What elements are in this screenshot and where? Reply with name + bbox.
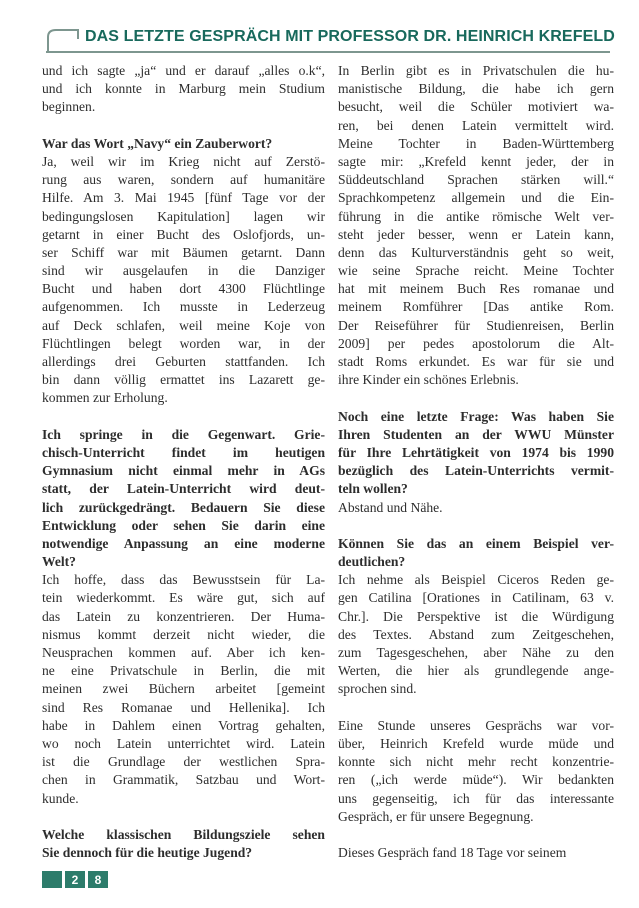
- text-line: 2009] per pedes apostolorum die Alt-: [338, 335, 614, 351]
- answer-paragraph: [42, 153, 325, 408]
- text-line: hat mit meinem Buch Res romanae und: [338, 281, 614, 297]
- text-line: wo noch Latein unterrichtet wird. Latein: [42, 735, 325, 751]
- page-number-block: [42, 871, 62, 888]
- text-line: In Berlin gibt es in Privatschulen die hu-: [338, 63, 614, 78]
- text-line: Der Reiseführer für Studienreisen, Berlin: [338, 317, 614, 333]
- text-line: Ich nehme als Beispiel Ciceros Reden ge-: [338, 572, 614, 588]
- page-title: DAS LETZTE GESPRÄCH MIT PROFESSOR DR. HEINRICH KREFELD: [85, 28, 615, 45]
- text-line: konnte sich nicht mehr recht konzentrie-: [338, 754, 614, 770]
- answer-paragraph: [338, 571, 614, 698]
- text-line: Süddeutschland Sprachen stärken will.“: [338, 172, 614, 188]
- text-line: Ich springe in die Gegenwart. Grie-: [42, 426, 325, 442]
- text-line: des Textes. Abstand zum Zeitgeschehen,: [338, 626, 614, 642]
- text-line: kunde.: [42, 790, 79, 806]
- text-line: über, Heinrich Krefeld wurde müde und: [338, 735, 614, 751]
- answer-paragraph: [42, 62, 325, 117]
- text-line: auf Deck schlafen, weil meine Koje von: [42, 317, 325, 333]
- question-paragraph: [42, 826, 325, 862]
- page-digit-2: 8: [88, 871, 108, 888]
- text-line: meinem Romführer [Das antike Rom.: [338, 299, 614, 315]
- text-line: habe in Dahlem einen Vortrag gehalten,: [42, 717, 325, 733]
- text-line: Ja, weil wir im Krieg nicht auf Zerstö-: [42, 153, 325, 169]
- column-left: [42, 62, 325, 862]
- text-line: tein wiederkommt. Es wäre gut, sich auf: [42, 590, 325, 606]
- question-paragraph: [338, 408, 614, 499]
- text-line: Eine Stunde unseres Gesprächs war vor-: [338, 717, 614, 733]
- text-line: sind wir ausgelaufen in die Danziger: [42, 263, 325, 279]
- text-line: uns gegenseitig, ich für das interessante: [338, 790, 614, 806]
- text-line: teln wollen?: [338, 481, 408, 497]
- text-line: das Latein zu konzentrieren. Der Huma-: [42, 608, 325, 624]
- text-line: chisch-Unterricht findet im heutigen: [42, 444, 325, 460]
- text-line: Ihren Studenten an der WWU Münster: [338, 426, 614, 442]
- question-paragraph: [42, 426, 325, 572]
- answer-paragraph: [42, 571, 325, 807]
- text-line: Noch eine letzte Frage: Was haben Sie: [338, 408, 614, 424]
- text-line: War das Wort „Navy“ ein Zauberwort?: [42, 135, 273, 151]
- text-line: ist die Grundlage der westlichen Spra-: [42, 754, 325, 770]
- text-line: führung in die antike römische Welt ver-: [338, 208, 614, 224]
- text-line: aufgenommen. Ich musste in Lederzeug: [42, 299, 325, 315]
- text-line: Flüchtlingen belegt worden war, in der: [42, 335, 325, 351]
- question-paragraph: [42, 135, 325, 153]
- text-line: kommen zur Erholung.: [42, 390, 168, 406]
- text-line: deutlichen?: [338, 554, 406, 570]
- text-line: Können Sie das an einem Beispiel ver-: [338, 535, 614, 551]
- text-line: notwendige Anpassung an eine moderne: [42, 535, 325, 551]
- text-line: für Ihre Lehrtätigkeit von 1974 bis 1990: [338, 444, 614, 460]
- text-line: allerdings drei Geburten stattfanden. Ich: [42, 354, 325, 369]
- article-body: [42, 62, 614, 862]
- text-line: Sprachkompetenz allgemein und die Ein-: [338, 190, 614, 206]
- text-line: Ich hoffe, dass das Bewusstsein für La-: [42, 572, 325, 588]
- text-line: Welt?: [42, 554, 76, 570]
- text-line: Entwicklung oder sehen Sie darin eine: [42, 517, 325, 533]
- text-line: ser Schiff war mit Bäumen getarnt. Dann: [42, 244, 325, 260]
- text-line: denn das Kulturverständnis geht so weit,: [338, 244, 614, 260]
- text-line: Gymnasium nicht einmal mehr in AGs: [42, 463, 325, 479]
- page-digit-1: 2: [65, 871, 85, 888]
- text-line: und ich konnte in Marburg mein Studium: [42, 81, 325, 97]
- text-line: sind Res Romanae und Hellenika]. Ich: [42, 699, 325, 715]
- question-paragraph: [338, 535, 614, 571]
- text-line: beginnen.: [42, 99, 96, 115]
- column-right: [338, 62, 614, 862]
- text-line: sagte mir: „Krefeld kennt jeder, der in: [338, 153, 614, 169]
- text-line: chen in Grammatik, Satzbau und Wort-: [42, 772, 325, 788]
- text-line: zum Tagesgeschehen, aber Nähe zu den: [338, 645, 614, 660]
- answer-paragraph: [338, 844, 614, 862]
- text-line: steht jeder besser, wenn er Latein kann,: [338, 226, 614, 242]
- text-line: Neusprachen kommen auf. Aber ich ken-: [42, 645, 325, 660]
- text-line: wie seine Sprache reicht. Meine Tochter: [338, 263, 614, 279]
- text-line: Sie dennoch für die heutige Jugend?: [42, 845, 253, 861]
- header-rule: [46, 51, 610, 53]
- text-line: Meine Tochter in Baden-Württemberg: [338, 135, 614, 151]
- text-line: ne eine Privatschule in Berlin, die mit: [42, 663, 325, 679]
- text-line: ren, bei denen Latein vermittelt wird.: [338, 117, 614, 133]
- text-line: Gespräch, er für unsere Begegnung.: [338, 808, 534, 824]
- text-line: Hilfe. Am 3. Mai 1945 [fünf Tage vor der: [42, 190, 325, 206]
- text-line: Abstand und Nähe.: [338, 499, 443, 515]
- text-line: besucht, weil die Schüler motiviert wa-: [338, 99, 614, 115]
- text-line: Werten, die hier als grundlegende ange-: [338, 663, 614, 679]
- text-line: Chr.]. Die Perspektive ist die Würdigung: [338, 608, 614, 624]
- answer-paragraph: [338, 499, 614, 517]
- text-line: rung aus waren, sondern auf humanitäre: [42, 172, 325, 188]
- text-line: bin dann völlig ermattet ins Lazarett ge-: [42, 372, 325, 388]
- answer-paragraph: [338, 717, 614, 826]
- text-line: manistische Bildung, die habe ich gern: [338, 81, 614, 97]
- text-line: Dieses Gespräch fand 18 Tage vor seinem: [338, 845, 567, 861]
- answer-paragraph: [338, 62, 614, 389]
- text-line: gen Catilina [Orationes in Catilinam, 63 v.: [338, 590, 614, 606]
- page-number: [42, 871, 108, 888]
- text-line: Welche klassischen Bildungsziele sehen: [42, 826, 325, 842]
- text-line: lich zurückgedrängt. Bedauern Sie diese: [42, 499, 325, 515]
- text-line: meinen zwei Büchern arbeitet [gemeint: [42, 681, 325, 697]
- text-line: bedingungslosen Kapitulation] lagen wir: [42, 208, 325, 224]
- text-line: ihre Kinder ein schönes Erlebnis.: [338, 372, 519, 388]
- text-line: getarnt in einer Bucht des Oslofjords, un-: [42, 226, 325, 242]
- text-line: sprochen sind.: [338, 681, 417, 697]
- text-line: statt, der Latein-Unterricht wird deut-: [42, 481, 325, 497]
- text-line: Bucht und haben dort 4300 Flüchtlinge: [42, 281, 325, 297]
- text-line: nismus kommt derzeit nicht wieder, die: [42, 626, 325, 642]
- text-line: bezüglich des Latein-Unterrichts vermit-: [338, 463, 614, 479]
- text-line: und ich sagte „ja“ und er darauf „alles o.k“,: [42, 63, 325, 78]
- text-line: stadt Roms erkundet. Es war für sie und: [338, 354, 614, 369]
- text-line: ren („ich werde müde“). Wir bedankten: [338, 772, 614, 788]
